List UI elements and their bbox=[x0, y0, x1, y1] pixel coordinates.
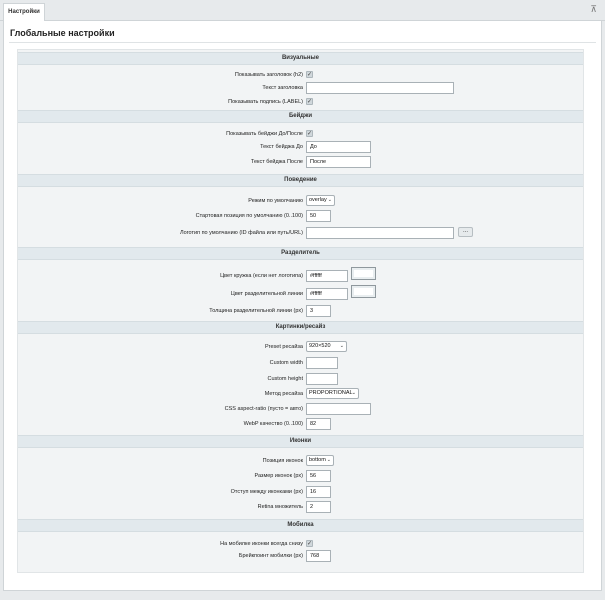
section-header-behavior: Поведение bbox=[18, 174, 583, 187]
row-badge-after bbox=[18, 156, 583, 168]
line-color-input[interactable]: #ffffff bbox=[306, 288, 348, 300]
section-header-resize: Картинки/ресайз bbox=[18, 321, 583, 334]
pin-icon[interactable]: ⊼ bbox=[590, 4, 597, 14]
title-text-input[interactable] bbox=[306, 82, 454, 94]
chevron-down-icon: ⌄ bbox=[351, 390, 356, 396]
default-mode-select[interactable] bbox=[306, 195, 335, 206]
row-aspect-ratio bbox=[18, 403, 583, 415]
circle-color-label: Цвет кружка (если нет логотипа) bbox=[220, 273, 303, 279]
title-divider bbox=[9, 42, 596, 43]
start-position-input[interactable]: 50 bbox=[306, 210, 331, 222]
section-header-visual: Визуальные bbox=[18, 52, 583, 65]
circle-color-swatch[interactable] bbox=[351, 267, 376, 280]
row-show-label bbox=[18, 96, 583, 108]
aspect-ratio-label: CSS aspect-ratio (пусто = авто) bbox=[224, 406, 303, 412]
section-header-badges: Бейджи bbox=[18, 110, 583, 123]
show-label-label: Показывать подпись (LABEL) bbox=[228, 99, 303, 105]
row-custom-width bbox=[18, 357, 583, 369]
show-badges-label: Показывать бейджи До/После bbox=[226, 131, 303, 137]
mobile-bottom-label: На мобилке иконки всегда снизу bbox=[220, 541, 303, 547]
default-mode-value: overlay bbox=[309, 197, 327, 203]
line-color-swatch[interactable] bbox=[351, 285, 376, 298]
badge-after-input[interactable]: После bbox=[306, 156, 371, 168]
tab-settings[interactable]: Настройки bbox=[3, 3, 45, 21]
mobile-breakpoint-input[interactable]: 768 bbox=[306, 550, 331, 562]
row-title-text bbox=[18, 82, 583, 94]
custom-width-label: Custom width bbox=[269, 360, 303, 366]
preset-select[interactable] bbox=[306, 341, 347, 352]
row-preset bbox=[18, 341, 583, 353]
page-title: Глобальные настройки bbox=[10, 28, 115, 38]
row-icons-position bbox=[18, 455, 583, 467]
checkmark-icon: ✓ bbox=[307, 541, 313, 547]
retina-input[interactable]: 2 bbox=[306, 501, 331, 513]
show-title-checkbox[interactable] bbox=[306, 71, 313, 78]
icons-position-value: bottom bbox=[309, 457, 326, 463]
mobile-breakpoint-label: Брейкпоинт мобилки (px) bbox=[238, 553, 303, 559]
preset-label: Preset ресайза bbox=[264, 344, 303, 350]
row-resize-method bbox=[18, 388, 583, 400]
chevron-down-icon: ⌄ bbox=[326, 457, 331, 463]
default-logo-input[interactable] bbox=[306, 227, 454, 239]
row-icons-gap bbox=[18, 486, 583, 498]
resize-method-value: PROPORTIONAL bbox=[309, 390, 353, 396]
row-mobile-bottom bbox=[18, 538, 583, 550]
custom-height-input[interactable] bbox=[306, 373, 338, 385]
checkmark-icon: ✓ bbox=[307, 72, 313, 78]
title-text-label: Текст заголовка bbox=[262, 85, 303, 91]
icons-size-label: Размер иконок (px) bbox=[254, 473, 303, 479]
resize-method-label: Метод ресайза bbox=[264, 391, 303, 397]
icons-position-select[interactable] bbox=[306, 455, 334, 466]
settings-form bbox=[17, 49, 584, 573]
row-retina bbox=[18, 501, 583, 513]
row-circle-color bbox=[18, 270, 583, 282]
section-header-mobile: Мобилка bbox=[18, 519, 583, 532]
line-width-input[interactable]: 3 bbox=[306, 305, 331, 317]
row-default-mode bbox=[18, 195, 583, 207]
row-badge-before bbox=[18, 141, 583, 153]
badge-before-input[interactable]: До bbox=[306, 141, 371, 153]
show-label-checkbox[interactable] bbox=[306, 98, 313, 105]
resize-method-select[interactable] bbox=[306, 388, 359, 399]
custom-height-label: Custom height bbox=[267, 376, 303, 382]
row-default-logo bbox=[18, 227, 583, 239]
row-mobile-breakpoint bbox=[18, 550, 583, 562]
custom-width-input[interactable] bbox=[306, 357, 338, 369]
aspect-ratio-input[interactable] bbox=[306, 403, 371, 415]
preset-value: 920×520 bbox=[309, 343, 331, 349]
icons-size-input[interactable]: 56 bbox=[306, 470, 331, 482]
checkmark-icon: ✓ bbox=[307, 131, 313, 137]
webp-quality-input[interactable]: 82 bbox=[306, 418, 331, 430]
webp-quality-label: WebP качество (0..100) bbox=[243, 421, 303, 427]
retina-label: Retina множитель bbox=[257, 504, 303, 510]
default-logo-label: Логотип по умолчанию (ID файла или путь/URL) bbox=[179, 230, 303, 236]
row-start-position bbox=[18, 210, 583, 222]
line-width-label: Толщина разделительной линии (px) bbox=[209, 308, 303, 314]
show-title-label: Показывать заголовок (h2) bbox=[234, 72, 303, 78]
checkmark-icon: ✓ bbox=[307, 99, 313, 105]
icons-position-label: Позиция иконок bbox=[262, 458, 303, 464]
browse-button[interactable]: ... bbox=[458, 227, 473, 237]
icons-gap-label: Отступ между иконками (px) bbox=[230, 489, 303, 495]
row-custom-height bbox=[18, 373, 583, 385]
icons-gap-input[interactable]: 16 bbox=[306, 486, 331, 498]
badge-before-label: Текст бейджа До bbox=[260, 144, 303, 150]
line-color-label: Цвет разделительной линии bbox=[230, 291, 303, 297]
start-position-label: Стартовая позиция по умолчанию (0..100) bbox=[195, 213, 303, 219]
row-icons-size bbox=[18, 470, 583, 482]
section-header-divider: Разделитель bbox=[18, 247, 583, 260]
chevron-down-icon: ⌄ bbox=[339, 343, 344, 349]
row-show-title bbox=[18, 69, 583, 81]
show-badges-checkbox[interactable] bbox=[306, 130, 313, 137]
section-header-icons: Иконки bbox=[18, 435, 583, 448]
tab-bar bbox=[0, 0, 605, 21]
row-line-color bbox=[18, 288, 583, 300]
chevron-down-icon: ⌄ bbox=[327, 197, 332, 203]
row-line-width bbox=[18, 305, 583, 317]
default-mode-label: Режим по умолчанию bbox=[248, 198, 303, 204]
mobile-bottom-checkbox[interactable] bbox=[306, 540, 313, 547]
row-show-badges bbox=[18, 128, 583, 140]
row-webp-quality bbox=[18, 418, 583, 430]
badge-after-label: Текст бейджа После bbox=[250, 159, 303, 165]
circle-color-input[interactable]: #ffffff bbox=[306, 270, 348, 282]
settings-panel bbox=[3, 21, 602, 591]
